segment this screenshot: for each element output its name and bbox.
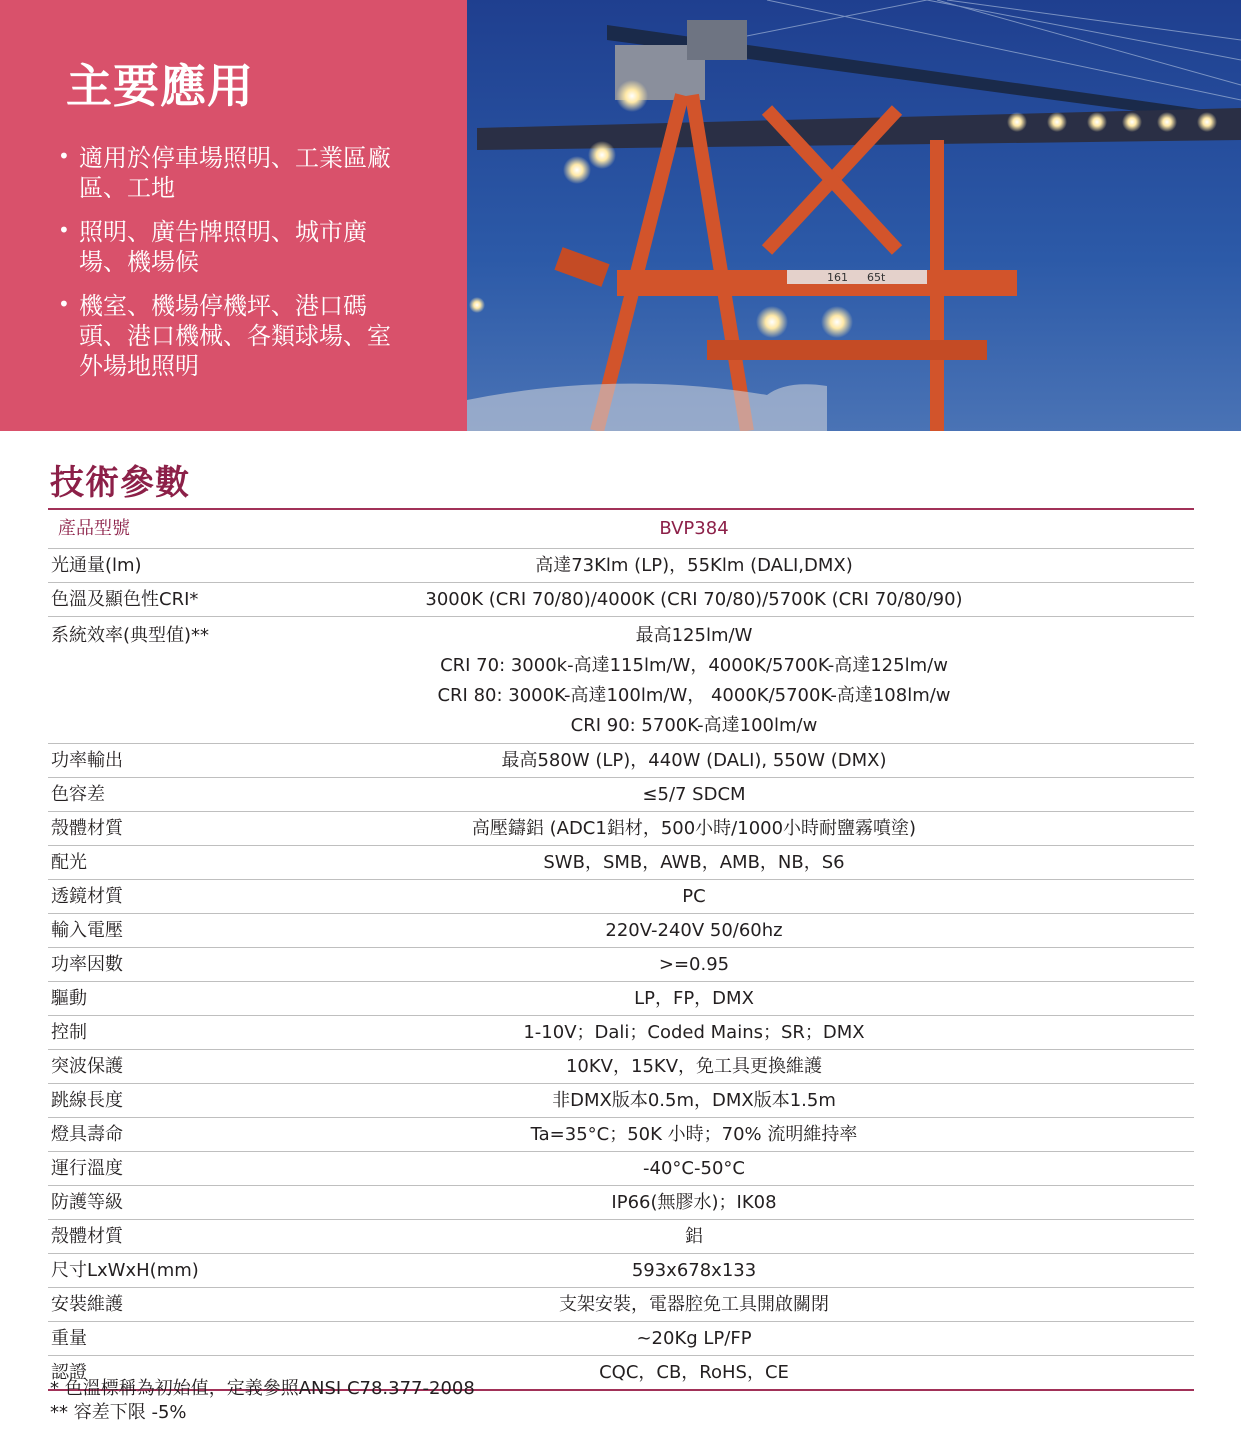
table-row [48, 1322, 1194, 1356]
crane-sign-board [787, 270, 927, 284]
spec-value: PC [248, 880, 1194, 914]
spec-label: 安裝維護 [48, 1288, 248, 1322]
spec-value: 支架安裝，電器腔免工具開啟關閉 [248, 1288, 1194, 1322]
spec-label: 驅動 [48, 982, 248, 1016]
crane-machinery [687, 20, 747, 60]
spec-label: 尺寸LxWxH(mm) [48, 1254, 248, 1288]
spec-value: 10KV，15KV，免工具更換維護 [248, 1050, 1194, 1084]
spec-label: 運行溫度 [48, 1152, 248, 1186]
crane-sign-capacity-a: 161 [827, 271, 848, 284]
table-row [48, 1186, 1194, 1220]
port-crane-photo [467, 0, 1241, 431]
applications-panel [0, 0, 467, 431]
table-row [48, 583, 1194, 617]
table-row [48, 982, 1194, 1016]
port-crane-illustration [467, 0, 1241, 431]
spec-value: 3000K (CRI 70/80)/4000K (CRI 70/80)/5700K (CRI 70/80/90) [248, 583, 1194, 617]
application-item [58, 291, 398, 381]
bullet-icon: • [58, 292, 70, 316]
footnote-tolerance: ** 容差下限 -5% [50, 1402, 187, 1423]
spec-value: 593x678x133 [248, 1254, 1194, 1288]
spec-label: 光通量(lm) [48, 549, 248, 583]
spec-table [48, 508, 1194, 1391]
model-value: BVP384 [248, 509, 1194, 549]
table-row [48, 1152, 1194, 1186]
spec-label: 殼體材質 [48, 812, 248, 846]
application-text: 適用於停車場照明、工業區廠區、工地 [79, 144, 391, 202]
spec-value: IP66(無膠水)；IK08 [248, 1186, 1194, 1220]
crane-lower-beam [707, 340, 987, 360]
table-row [48, 1254, 1194, 1288]
spec-label: 防護等級 [48, 1186, 248, 1220]
spec-label: 認證 [51, 1362, 87, 1383]
spec-label: 突波保護 [48, 1050, 248, 1084]
table-header-row [48, 509, 1194, 549]
spec-label: 系統效率(典型值)** [48, 617, 248, 744]
spec-value [248, 617, 1194, 744]
spec-value: 高壓鑄鋁 (ADC1鋁材，500小時/1000小時耐鹽霧噴塗) [248, 812, 1194, 846]
specs-title: 技術參數 [50, 463, 190, 503]
hero-section [0, 0, 1241, 431]
table-row [48, 948, 1194, 982]
efficiency-line: CRI 90: 5700K-高達100lm/w [570, 715, 818, 736]
table-row [48, 1050, 1194, 1084]
spec-value: 最高580W (LP)，440W (DALI), 550W (DMX) [248, 744, 1194, 778]
table-row [48, 812, 1194, 846]
table-row [48, 778, 1194, 812]
table-row [48, 1288, 1194, 1322]
model-label: 產品型號 [48, 509, 248, 549]
spec-label: 功率輸出 [48, 744, 248, 778]
spec-label: 配光 [48, 846, 248, 880]
table-row [48, 549, 1194, 583]
application-text: 機室、機場停機坪、港口碼頭、港口機械、各類球場、室外場地照明 [79, 292, 391, 380]
efficiency-line: CRI 80: 3000K-高達100lm/W， 4000K/5700K-高達108lm/w [437, 685, 951, 706]
spec-label: 重量 [48, 1322, 248, 1356]
application-item [58, 217, 398, 277]
table-row [48, 1084, 1194, 1118]
spec-value: CQC，CB，RoHS，CE [599, 1362, 789, 1383]
spec-label: 色容差 [48, 778, 248, 812]
table-row [48, 744, 1194, 778]
spec-value: 非DMX版本0.5m，DMX版本1.5m [248, 1084, 1194, 1118]
spec-label: 控制 [48, 1016, 248, 1050]
application-item [58, 143, 398, 203]
spec-value: ~20Kg LP/FP [248, 1322, 1194, 1356]
spec-value: LP，FP，DMX [248, 982, 1194, 1016]
spec-value: ≤5/7 SDCM [248, 778, 1194, 812]
spec-label: 輸入電壓 [48, 914, 248, 948]
table-row [48, 1016, 1194, 1050]
spec-label: 色溫及顯色性CRI* [48, 583, 248, 617]
efficiency-line: CRI 70: 3000k-高達115lm/W，4000K/5700K-高達125lm/w [440, 655, 948, 676]
bullet-icon: • [58, 144, 70, 168]
table-row [48, 846, 1194, 880]
applications-list [58, 143, 398, 395]
spec-value: 高達73Klm (LP)，55Klm (DALI,DMX) [248, 549, 1194, 583]
table-row [48, 880, 1194, 914]
spec-value: 220V-240V 50/60hz [248, 914, 1194, 948]
spec-value: 1-10V；Dali；Coded Mains；SR；DMX [248, 1016, 1194, 1050]
spec-value: -40°C-50°C [248, 1152, 1194, 1186]
spec-label: 殼體材質 [48, 1220, 248, 1254]
crane-sign-capacity-b: 65t [867, 271, 886, 284]
bullet-icon: • [58, 218, 70, 242]
spec-label: 跳線長度 [48, 1084, 248, 1118]
table-row [48, 1118, 1194, 1152]
footnote-cri: * 色溫標稱為初始值，定義參照ANSI C78.377-2008 [50, 1378, 475, 1399]
table-row [48, 914, 1194, 948]
efficiency-line: 最高125lm/W [635, 625, 753, 646]
spec-label: 功率因數 [48, 948, 248, 982]
spec-value: Ta=35°C；50K 小時；70% 流明維持率 [248, 1118, 1194, 1152]
spec-label: 燈具壽命 [48, 1118, 248, 1152]
footnotes [50, 1377, 475, 1425]
spec-value: 鋁 [248, 1220, 1194, 1254]
spec-value: SWB，SMB，AWB，AMB，NB，S6 [248, 846, 1194, 880]
applications-title: 主要應用 [66, 59, 254, 113]
table-row-efficiency [48, 617, 1194, 744]
table-row [48, 1220, 1194, 1254]
spec-value: >=0.95 [248, 948, 1194, 982]
spec-label: 透鏡材質 [48, 880, 248, 914]
application-text: 照明、廣告牌照明、城市廣場、機場候 [79, 218, 367, 276]
